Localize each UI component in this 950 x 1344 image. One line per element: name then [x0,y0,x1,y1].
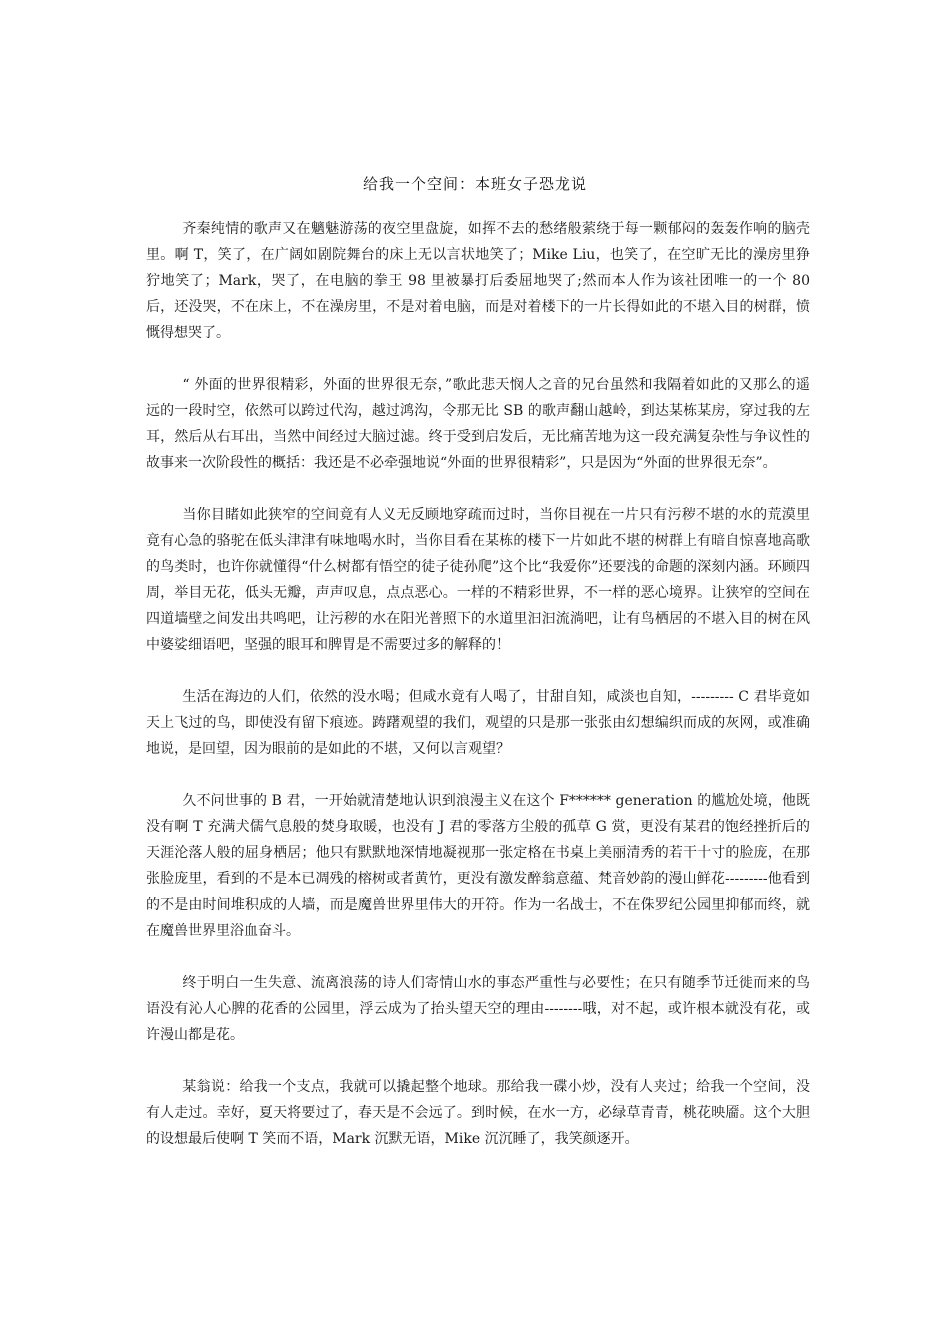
paragraph-2: “ 外面的世界很精彩，外面的世界很无奈，”歌此悲天悯人之音的兄台虽然和我隔着如此的又那么的遥远的一段时空，依然可以跨过代沟，越过鸿沟，令那无比 SB 的歌声翻山越岭，到达某栋某房，穿过我的左耳，然后从右耳出，当然中间经过大脑过滤。终于受到启发后，无比痛苦地为这一段充满复杂性与争议性的故事来一次阶段性的概括：我还是不必牵强地说“外面的世界很精彩”，只是因为“外面的世界很无奈”。 [146,377,810,471]
paragraph-7: 某翁说：给我一个支点，我就可以撬起整个地球。那给我一碟小炒，没有人夹过；给我一个空间，没有人走过。幸好，夏天将要过了，春天是不会远了。到时候，在水一方，必绿草青青，桃花映靥。这个大胆的设想最后使啊 T 笑而不语，Mark 沉默无语，Mike 沉沉睡了，我笑颜逐开。 [146,1079,810,1147]
document-title: 给我一个空间：本班女子恐龙说 [362,175,587,193]
paragraph-1: 齐秦纯情的歌声又在魑魅游荡的夜空里盘旋，如挥不去的愁绪般萦绕于每一颗郁闷的轰轰作响的脑壳里。啊 T，笑了，在广阔如剧院舞台的床上无以言状地笑了；Mike Liu，也笑了，在空旷无比的澡房里狰狞地笑了；Mark，哭了，在电脑的拳王 98 里被暴打后委屈地哭了;然而本人作为该社团唯一的一个 80 后，还没哭，不在床上，不在澡房里，不是对着电脑，而是对着楼下的一片长得如此的不堪入目的树群，愤慨得想哭了。 [146,221,810,341]
document-body [146,216,810,1178]
paragraph-5: 久不问世事的 B 君，一开始就清楚地认识到浪漫主义在这个 F****** generation 的尴尬处境，他既没有啊 T 充满犬儒气息般的焚身取暖，也没有 J 君的零落方尘般的孤草 G 赏，更没有某君的饱经挫折后的天涯沦落人般的屈身栖居；他只有默默地深情地凝视那一张定格在书桌上美丽清秀的若干十寸的脸庞，在那张脸庞里，看到的不是本已凋残的榕树或者黄竹，更没有激发醉翁意蕴、梵音妙韵的漫山鲜花---------他看到的不是由时间堆积成的人墙，而是魔兽世界里伟大的开符。作为一名战士，不在侏罗纪公园里抑郁而终，就在魔兽世界里浴血奋斗。 [146,793,810,939]
paragraph-4: 生活在海边的人们，依然的没水喝；但咸水竟有人喝了，甘甜自知，咸淡也自知，--------- C 君毕竟如天上飞过的鸟，即使没有留下痕迹。踌躇观望的我们，观望的只是那一张张由幻想编织而成的灰网，或准确地说，是回望，因为眼前的是如此的不堪，又何以言观望？ [146,689,810,757]
paragraph-6: 终于明白一生失意、流离浪荡的诗人们寄情山水的事态严重性与必要性；在只有随季节迁徙而来的鸟语没有沁人心脾的花香的公园里，浮云成为了抬头望天空的理由--------哦，对不起，或许根本就没有花，或许漫山都是花。 [146,975,810,1043]
paragraph-3: 当你目睹如此狭窄的空间竟有人义无反顾地穿疏而过时，当你目视在一片只有污秽不堪的水的荒漠里竟有心急的骆驼在低头津津有味地喝水时，当你目看在某栋的楼下一片如此不堪的树群上有暗自惊喜地高歌的鸟类时，也许你就懂得“什么树都有悟空的徒子徒孙爬”这个比“我爱你”还要浅的命题的深刻内涵。环顾四周，举目无花，低头无瓣，声声叹息，点点恶心。一样的不精彩世界，不一样的恶心境界。让狭窄的空间在四道墙壁之间发出共鸣吧，让污秽的水在阳光普照下的水道里汩汩流淌吧，让有鸟栖居的不堪入目的树在风中婆娑细语吧，坚强的眼耳和脾胃是不需要过多的解释的！ [146,507,810,653]
